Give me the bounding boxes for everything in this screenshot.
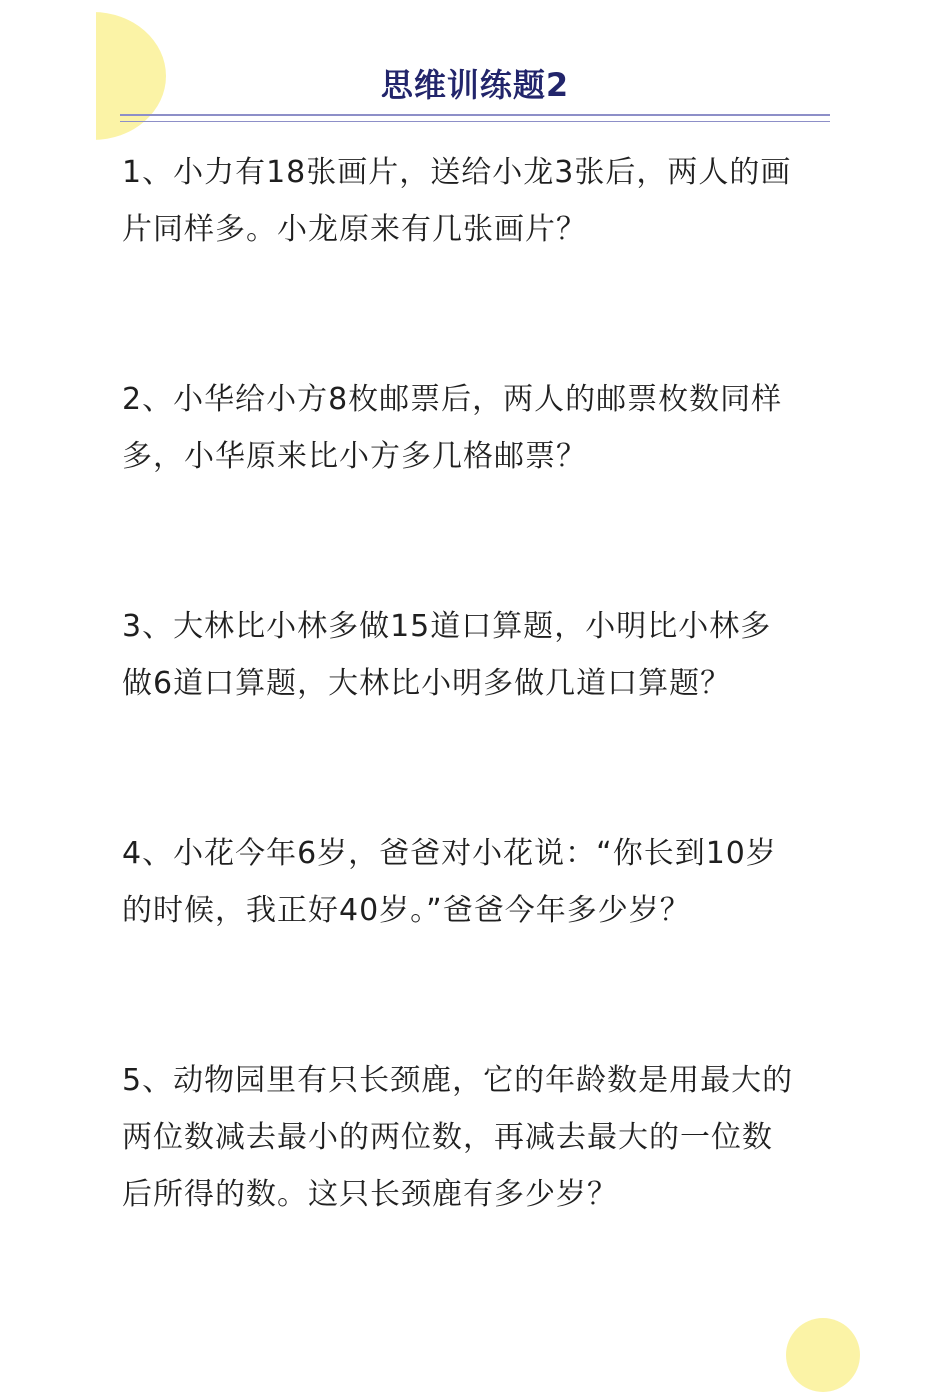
- question-3: [122, 598, 834, 712]
- title-divider-thin: [120, 121, 830, 122]
- question-line: 片同样多。小龙原来有几张画片？: [122, 212, 587, 247]
- question-line: 2、小华给小方8枚邮票后，两人的邮票枚数同样: [122, 382, 783, 417]
- question-4: [122, 825, 834, 939]
- question-line: 做6道口算题，大林比小明多做几道口算题？: [122, 666, 732, 701]
- question-line: 后所得的数。这只长颈鹿有多少岁？: [122, 1177, 618, 1212]
- question-1: [122, 144, 834, 258]
- title-divider: [120, 114, 830, 116]
- question-line: 多，小华原来比小方多几格邮票？: [122, 439, 587, 474]
- question-line: 4、小花今年6岁，爸爸对小花说：“你长到10岁: [122, 836, 777, 871]
- question-line: 两位数减去最小的两位数，再减去最大的一位数: [122, 1120, 773, 1155]
- question-line: 1、小力有18张画片，送给小龙3张后，两人的画: [122, 155, 792, 190]
- page-title: 思维训练题2: [380, 66, 570, 104]
- question-5: [122, 1052, 834, 1223]
- question-line: 5、动物园里有只长颈鹿，它的年龄数是用最大的: [122, 1063, 794, 1098]
- question-2: [122, 371, 834, 485]
- question-line: 的时候，我正好40岁。”爸爸今年多少岁？: [122, 893, 691, 928]
- decorative-yellow-circle-bottom: [786, 1318, 860, 1392]
- question-line: 3、大林比小林多做15道口算题，小明比小林多: [122, 609, 772, 644]
